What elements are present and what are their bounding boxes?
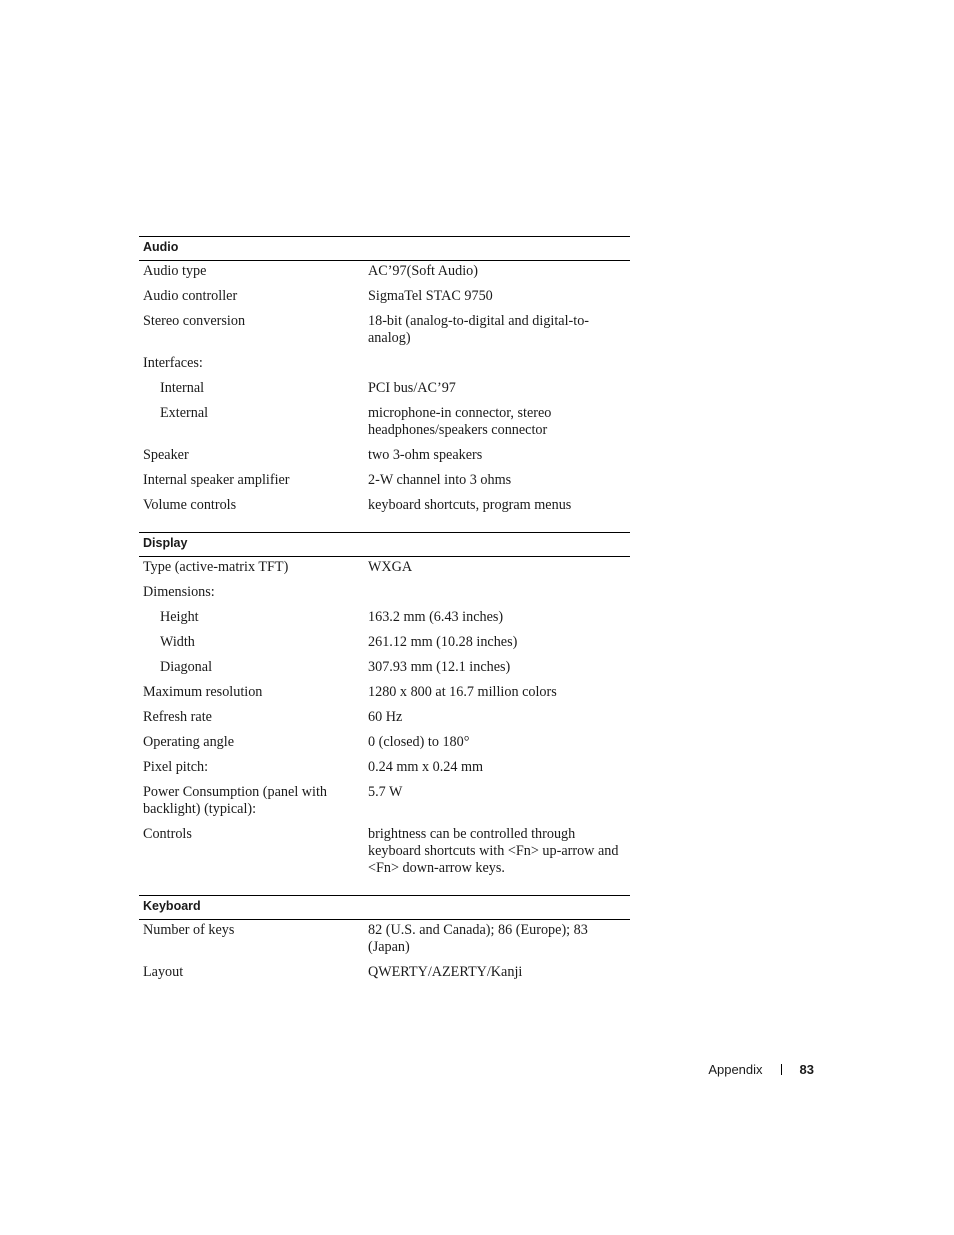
spec-label: Audio type bbox=[143, 263, 207, 279]
spec-row bbox=[139, 584, 630, 609]
spec-row bbox=[139, 380, 630, 405]
spec-label: Operating angle bbox=[143, 734, 234, 750]
spec-value: QWERTY/AZERTY/Kanji bbox=[368, 964, 523, 980]
spec-row bbox=[139, 634, 630, 659]
spec-row bbox=[139, 784, 630, 826]
spec-label: Speaker bbox=[143, 447, 189, 463]
spec-value: 1280 x 800 at 16.7 million colors bbox=[368, 684, 557, 700]
specifications-body bbox=[139, 237, 630, 990]
section-header-audio bbox=[139, 237, 630, 261]
section-title: Display bbox=[139, 533, 630, 557]
spec-label: Height bbox=[160, 609, 199, 625]
section-spacer-cell bbox=[139, 522, 630, 533]
spec-value: WXGA bbox=[368, 559, 413, 575]
spec-row bbox=[139, 734, 630, 759]
section-spacer bbox=[139, 885, 630, 896]
section-header-display bbox=[139, 533, 630, 557]
spec-value: microphone-in connector, stereo headphones/speakers connector bbox=[368, 405, 552, 438]
spec-label: Stereo conversion bbox=[143, 313, 246, 329]
spec-label: Audio controller bbox=[143, 288, 238, 304]
spec-label: Internal bbox=[160, 380, 205, 396]
spec-value: 0 (closed) to 180° bbox=[368, 734, 470, 750]
spec-row bbox=[139, 355, 630, 380]
spec-label: Power Consumption (panel with backlight) (typical): bbox=[143, 784, 328, 817]
page-number: 83 bbox=[799, 1062, 814, 1077]
section-title: Keyboard bbox=[139, 896, 630, 920]
spec-row bbox=[139, 447, 630, 472]
spec-label: Layout bbox=[143, 964, 184, 980]
spec-value: 163.2 mm (6.43 inches) bbox=[368, 609, 504, 625]
spec-row bbox=[139, 261, 630, 289]
spec-row bbox=[139, 557, 630, 585]
spec-label: Controls bbox=[143, 826, 192, 842]
spec-row bbox=[139, 759, 630, 784]
spec-row bbox=[139, 826, 630, 885]
spec-row bbox=[139, 497, 630, 522]
spec-value bbox=[364, 584, 630, 609]
spec-label: Maximum resolution bbox=[143, 684, 263, 700]
spec-label: Type (active-matrix TFT) bbox=[143, 559, 289, 575]
spec-label: Diagonal bbox=[160, 659, 213, 675]
footer-separator bbox=[781, 1064, 782, 1075]
spec-value: 2-W channel into 3 ohms bbox=[368, 472, 512, 488]
footer-section-label: Appendix bbox=[708, 1062, 763, 1077]
spec-label: Internal speaker amplifier bbox=[143, 472, 290, 488]
spec-value bbox=[364, 355, 630, 380]
spec-label: Width bbox=[160, 634, 195, 650]
spec-label: External bbox=[160, 405, 209, 421]
spec-row bbox=[139, 659, 630, 684]
specifications-table bbox=[139, 236, 630, 989]
spec-label: Interfaces: bbox=[143, 355, 203, 371]
spec-value: 5.7 W bbox=[368, 784, 403, 800]
spec-label: Pixel pitch: bbox=[143, 759, 209, 775]
spec-value: AC’97(Soft Audio) bbox=[368, 263, 478, 279]
spec-value: 0.24 mm x 0.24 mm bbox=[368, 759, 484, 775]
section-header-keyboard bbox=[139, 896, 630, 920]
spec-value: brightness can be controlled through keyboard shortcuts with <Fn> up-arrow and <Fn> down-arrow keys. bbox=[368, 826, 619, 876]
spec-label: Volume controls bbox=[143, 497, 237, 513]
spec-row bbox=[139, 609, 630, 634]
spec-row bbox=[139, 288, 630, 313]
spec-value: 82 (U.S. and Canada); 86 (Europe); 83 (Japan) bbox=[368, 922, 588, 955]
section-spacer bbox=[139, 522, 630, 533]
spec-row bbox=[139, 472, 630, 497]
spec-value: 261.12 mm (10.28 inches) bbox=[368, 634, 518, 650]
spec-row bbox=[139, 920, 630, 965]
spec-value: SigmaTel STAC 9750 bbox=[368, 288, 493, 304]
spec-value: PCI bus/AC’97 bbox=[368, 380, 456, 396]
spec-value: 60 Hz bbox=[368, 709, 403, 725]
spec-label: Number of keys bbox=[143, 922, 235, 938]
spec-value: two 3-ohm speakers bbox=[368, 447, 483, 463]
spec-row bbox=[139, 684, 630, 709]
spec-row bbox=[139, 964, 630, 989]
spec-label: Dimensions: bbox=[143, 584, 215, 600]
section-title: Audio bbox=[139, 237, 630, 261]
page-footer bbox=[708, 1061, 814, 1078]
spec-value: 307.93 mm (12.1 inches) bbox=[368, 659, 511, 675]
section-spacer-cell bbox=[139, 885, 630, 896]
spec-value: 18-bit (analog-to-digital and digital-to-analog) bbox=[368, 313, 590, 346]
spec-label: Refresh rate bbox=[143, 709, 212, 725]
spec-value: keyboard shortcuts, program menus bbox=[368, 497, 572, 513]
spec-row bbox=[139, 709, 630, 734]
spec-row bbox=[139, 405, 630, 447]
spec-row bbox=[139, 313, 630, 355]
